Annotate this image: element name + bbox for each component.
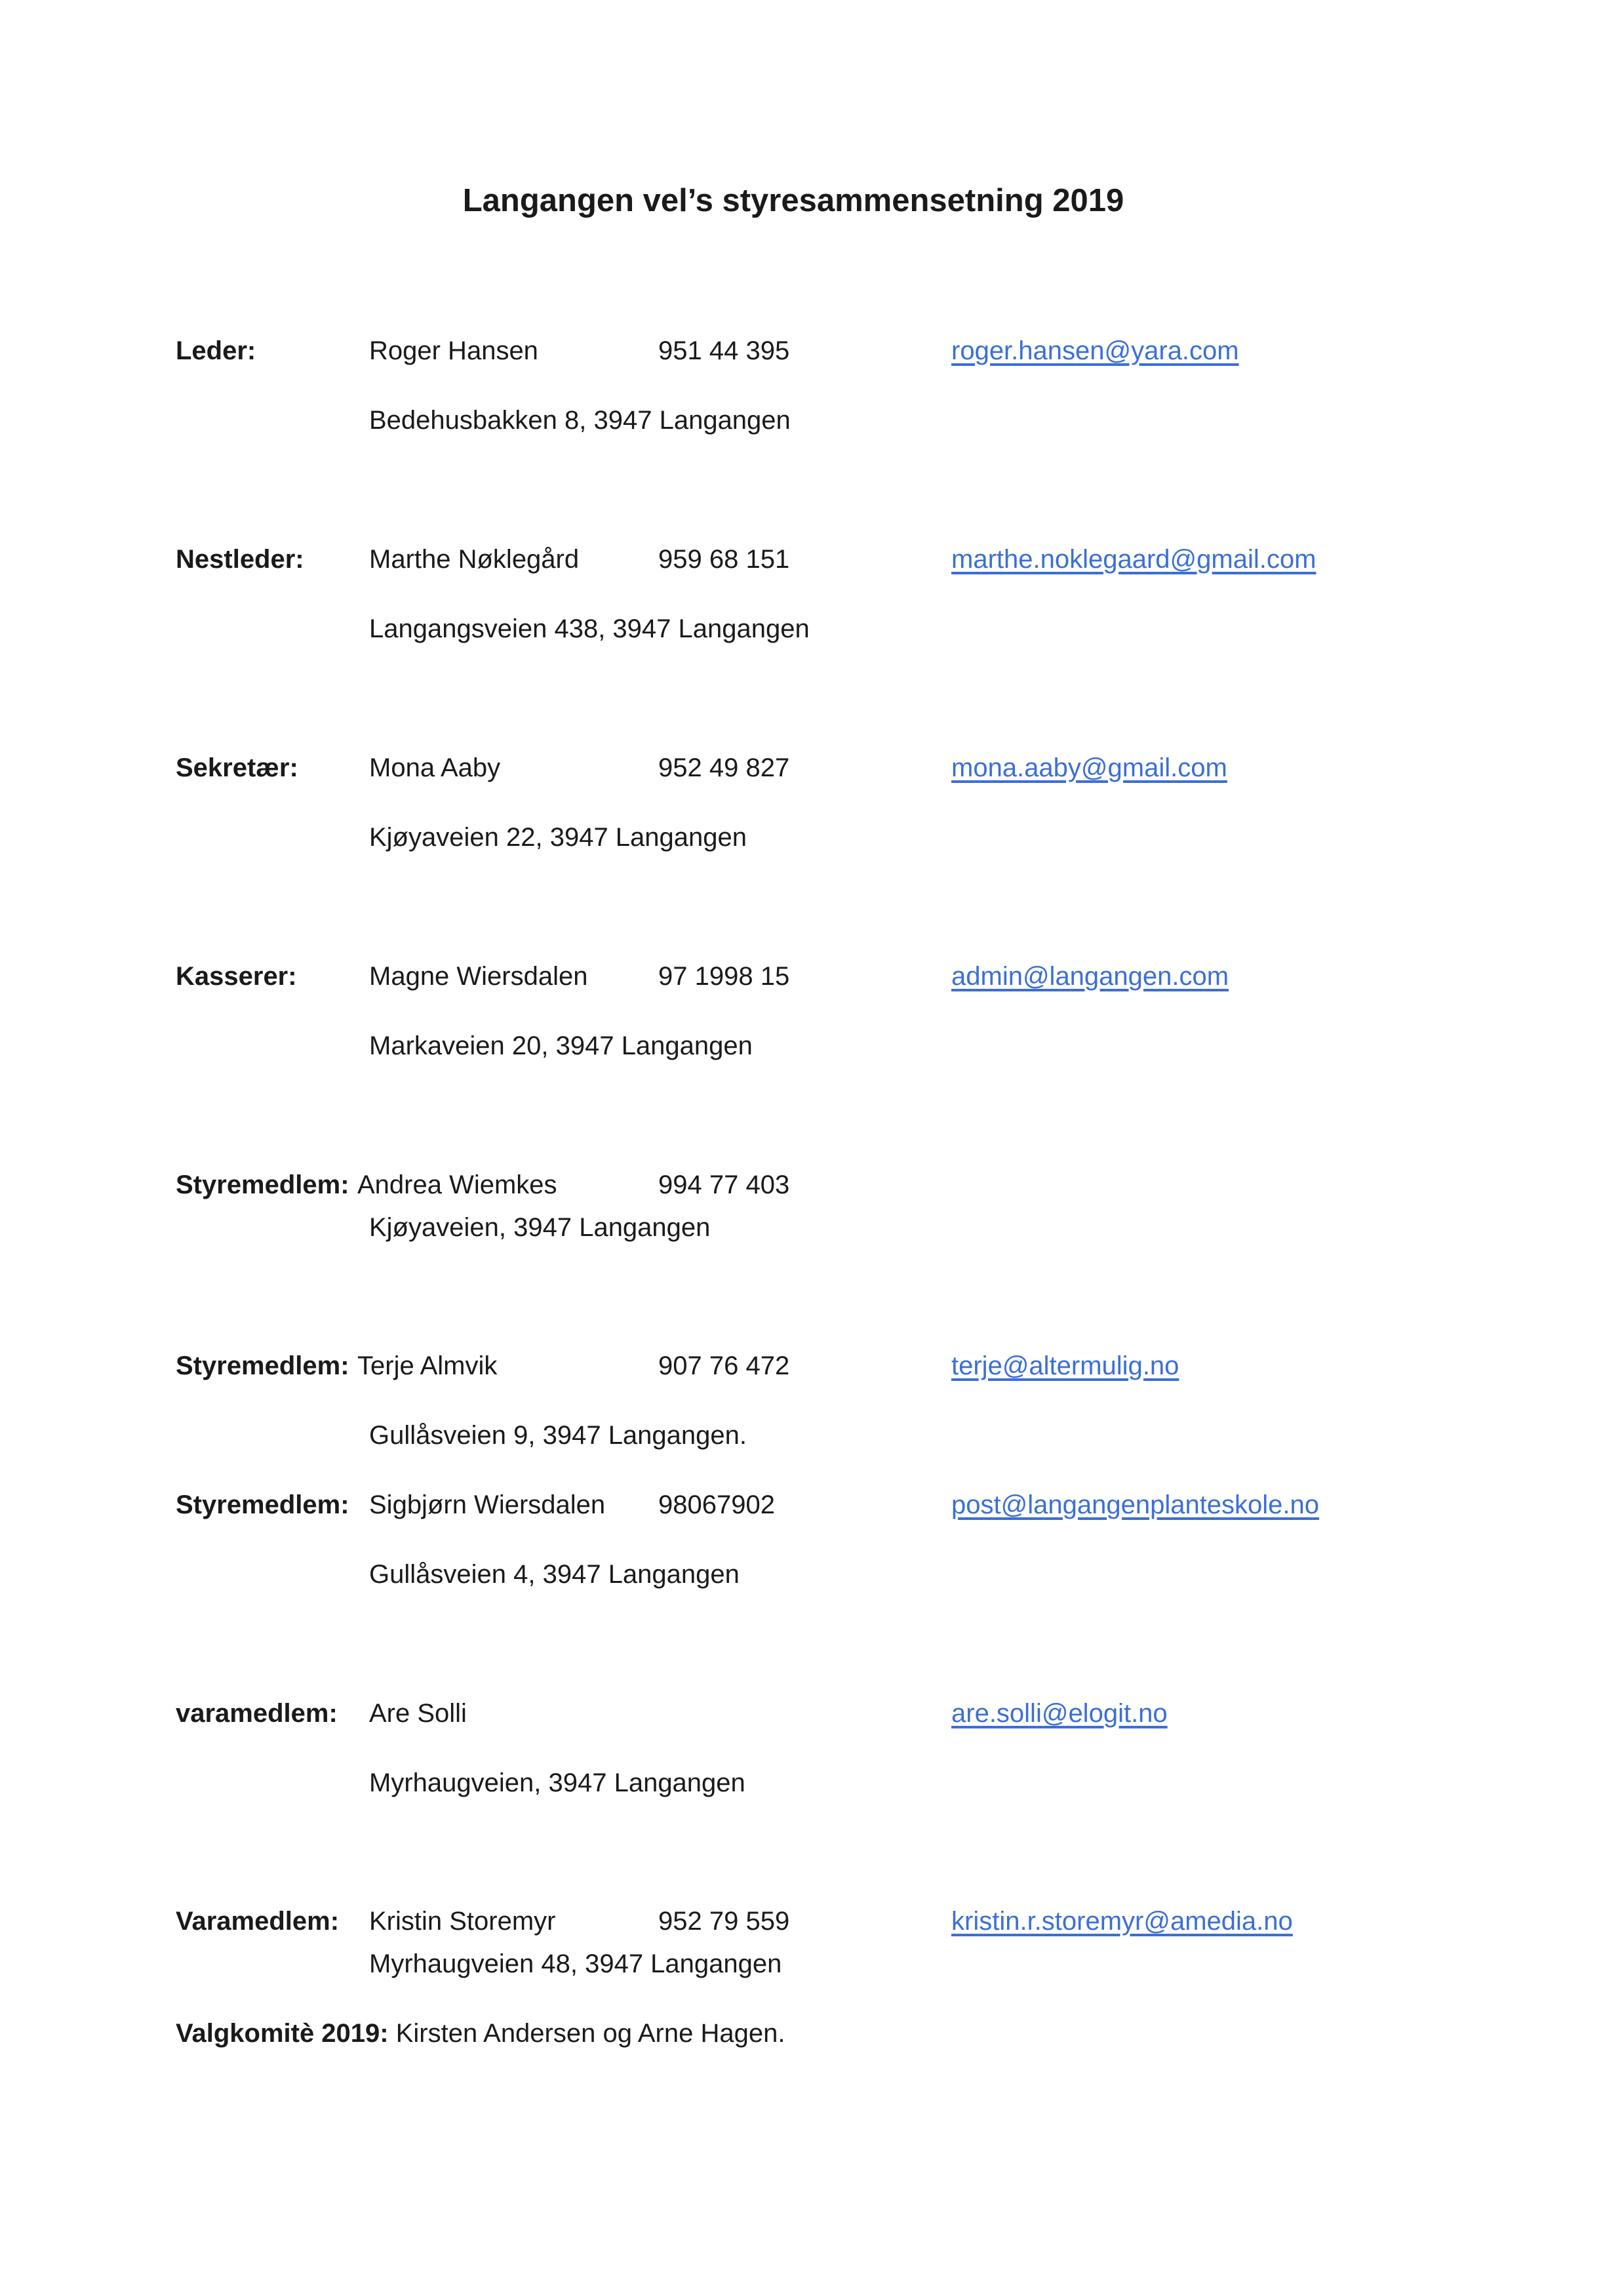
member-name: Magne Wiersdalen <box>369 962 588 991</box>
member-name: Kristin Storemyr <box>369 1907 556 1936</box>
member-address: Bedehusbakken 8, 3947 Langangen <box>369 406 791 435</box>
member-name: Terje Almvik <box>357 1351 498 1380</box>
member-phone: 907 76 472 <box>658 1351 790 1380</box>
valgkomite-members: Kirsten Andersen og Arne Hagen. <box>395 2019 785 2048</box>
member-email-link[interactable]: roger.hansen@yara.com <box>951 336 1239 365</box>
member-address: Myrhaugveien 48, 3947 Langangen <box>369 1949 782 1978</box>
member-email-link[interactable]: post@langangenplanteskole.no <box>951 1490 1320 1519</box>
valgkomite-line <box>176 2018 785 2049</box>
valgkomite-label: Valgkomitè 2019: <box>176 2019 389 2048</box>
member-email-link[interactable]: marthe.noklegaard@gmail.com <box>951 545 1317 574</box>
member-email-link[interactable]: kristin.r.storemyr@amedia.no <box>951 1907 1293 1936</box>
member-phone: 994 77 403 <box>658 1170 790 1199</box>
member-address: Gullåsveien 4, 3947 Langangen <box>369 1560 740 1589</box>
member-address: Markaveien 20, 3947 Langangen <box>369 1031 753 1060</box>
role-label-styremedlem: Styremedlem: <box>176 1170 349 1199</box>
member-address: Kjøyaveien, 3947 Langangen <box>369 1213 711 1242</box>
role-label-styremedlem: Styremedlem: <box>176 1490 349 1519</box>
member-name: Sigbjørn Wiersdalen <box>369 1490 606 1519</box>
role-label-styremedlem: Styremedlem: <box>176 1351 349 1380</box>
member-phone: 951 44 395 <box>658 336 790 365</box>
role-label-sekretaer: Sekretær: <box>176 753 298 782</box>
member-name: Are Solli <box>369 1699 467 1728</box>
member-phone: 97 1998 15 <box>658 962 790 991</box>
member-address: Langangsveien 438, 3947 Langangen <box>369 614 810 643</box>
member-phone: 952 49 827 <box>658 753 790 782</box>
role-label-varamedlem: Varamedlem: <box>176 1907 340 1936</box>
document-title: Langangen vel’s styresammensetning 2019 <box>462 183 1124 218</box>
role-label-kasserer: Kasserer: <box>176 962 297 991</box>
member-phone: 98067902 <box>658 1490 775 1519</box>
member-name: Andrea Wiemkes <box>357 1170 557 1199</box>
member-email-link[interactable]: mona.aaby@gmail.com <box>951 753 1227 782</box>
member-name: Mona Aaby <box>369 753 501 782</box>
member-email-link[interactable]: terje@altermulig.no <box>951 1351 1179 1380</box>
member-address: Myrhaugveien, 3947 Langangen <box>369 1768 745 1797</box>
member-name: Roger Hansen <box>369 336 538 365</box>
role-label-nestleder: Nestleder: <box>176 545 304 574</box>
member-phone: 952 79 559 <box>658 1907 790 1936</box>
member-email-link[interactable]: are.solli@elogit.no <box>951 1699 1168 1728</box>
member-address: Kjøyaveien 22, 3947 Langangen <box>369 823 747 852</box>
member-phone: 959 68 151 <box>658 545 790 574</box>
role-label-leder: Leder: <box>176 336 256 365</box>
member-email-link[interactable]: admin@langangen.com <box>951 962 1229 991</box>
role-label-varamedlem: varamedlem: <box>176 1699 338 1728</box>
member-address: Gullåsveien 9, 3947 Langangen. <box>369 1421 747 1450</box>
member-name: Marthe Nøklegård <box>369 545 580 574</box>
